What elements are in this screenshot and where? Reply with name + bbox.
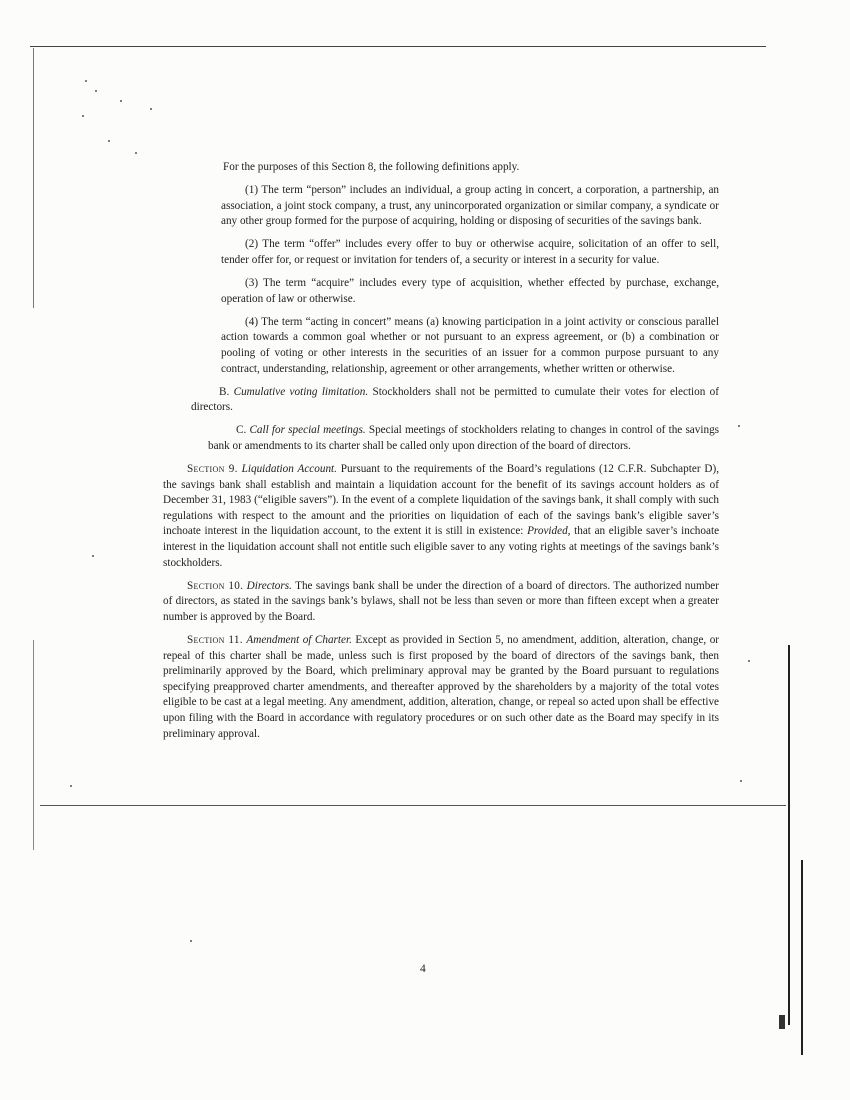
scan-top-rule	[30, 46, 766, 47]
scan-speck	[738, 425, 740, 427]
scan-bottom-rule	[40, 805, 786, 806]
page-number: 4	[420, 963, 426, 975]
subsection-c-heading: Call for special meetings.	[249, 424, 366, 437]
scan-right-edge	[788, 645, 790, 1025]
scan-speck	[740, 780, 742, 782]
scan-speck	[748, 660, 750, 662]
scan-right-mark	[779, 1015, 785, 1029]
section-10-heading: Directors.	[246, 579, 292, 592]
subsection-b-body: Stockholders shall not be permitted to cumulate their votes for election of directors.	[191, 385, 720, 414]
scan-speck	[190, 940, 192, 942]
section-9-label: Section 9.	[187, 463, 238, 475]
section-9-heading: Liquidation Account.	[241, 463, 337, 475]
subsection-c-label: C.	[236, 424, 247, 437]
scan-speck	[150, 108, 152, 110]
section-11	[163, 633, 719, 742]
section-10-body: The savings bank shall be under the direction of a board of directors. The authorized number of directors, as stated in the savings bank’s bylaws, shall not be less than seven or more than fifteen except when a greater number is approved by the Board.	[163, 579, 719, 623]
scan-speck	[82, 115, 84, 117]
definition-offer: (2) The term “offer” includes every offer to buy or otherwise acquire, solicitation of an offer to sell, tender offer for, or request or invitation for tenders of, a security or interest in a security for value.	[221, 238, 719, 266]
scan-speck	[135, 152, 137, 154]
scan-speck	[95, 90, 97, 92]
scan-far-right-edge	[801, 860, 803, 1055]
section-11-heading: Amendment of Charter.	[246, 633, 352, 646]
scan-left-edge	[33, 48, 34, 308]
section-9	[163, 462, 719, 571]
scan-speck	[120, 100, 122, 102]
section-11-body: Except as provided in Section 5, no amendment, addition, alteration, change, or repeal of this charter shall be made, unless such is first proposed by the board of directors of the savings bank, then preliminarily approved by the Board, which preliminary approval may be granted by the Board pursuant to regulations specifying preapproved charter amendments, and thereafter approved by the shareholders by a majority of the total votes eligible to be cast at a legal meeting. Any amendment, addition, alteration, change, or repeal so acted upon shall be effective upon filing with the Board in accordance with regulatory procedures or on such other date as the Board may specify in its preliminary approval.	[163, 633, 720, 740]
section-10	[163, 579, 719, 626]
section-9-body: Pursuant to the requirements of the Board’s regulations (12 C.F.R. Subchapter D), the savings bank shall establish and maintain a liquidation account for the benefit of its savings account holders as of December 31, 1983 (“eligible savers”). In the event of a complete liquidation of the savings bank, it shall comply with such regulations with respect to the amount and the priorities on liquidation of each of the savings bank’s eligible saver’s inchoate interest in the liquidation account, to the extent it is still in existence:	[163, 463, 719, 538]
subsection-c	[163, 423, 719, 454]
section-9-proviso: Provided,	[527, 525, 571, 538]
subsection-c-body: Special meetings of stockholders relating to changes in control of the savings bank or amendments to its charter shall be called only upon direction of the board of directors.	[208, 424, 720, 452]
definition-acting-in-concert: (4) The term “acting in concert” means (a) knowing participation in a joint activity or conscious parallel action towards a common goal whether or not pursuant to an express agreement, or (b) a combination or pooling of voting or other interests in the securities of an issuer for a common purpose pursuant to any contract, understanding, relationship, agreement or other arrangements, whether written or otherwise.	[221, 315, 719, 375]
section-9-body-continued: that an eligible saver’s inchoate interest in the liquidation account shall not entitle such eligible saver to any voting rights at meetings of the savings bank’s stockholders.	[163, 525, 720, 569]
definitions-intro: For the purposes of this Section 8, the following definitions apply.	[223, 161, 520, 173]
definition-person: (1) The term “person” includes an individual, a group acting in concert, a corporation, a partnership, an association, a joint stock company, a trust, any unincorporated organization or similar company, a syndicate or any other group formed for the purpose of acquiring, holding or disposing of securities of the savings bank.	[221, 184, 719, 228]
scan-speck	[92, 555, 94, 557]
section-11-label: Section 11.	[187, 633, 243, 646]
scan-left-edge-lower	[33, 640, 34, 850]
scan-speck	[70, 785, 72, 787]
definition-acquire: (3) The term “acquire” includes every type of acquisition, whether effected by purchase, exchange, operation of law or otherwise.	[221, 277, 719, 305]
scan-speck	[85, 80, 87, 82]
subsection-b-heading: Cumulative voting limitation.	[233, 385, 369, 398]
scan-speck	[108, 140, 110, 142]
subsection-b-label: B.	[219, 385, 230, 398]
subsection-b	[163, 385, 719, 416]
section-10-label: Section 10.	[187, 579, 244, 592]
document-body	[163, 160, 719, 750]
